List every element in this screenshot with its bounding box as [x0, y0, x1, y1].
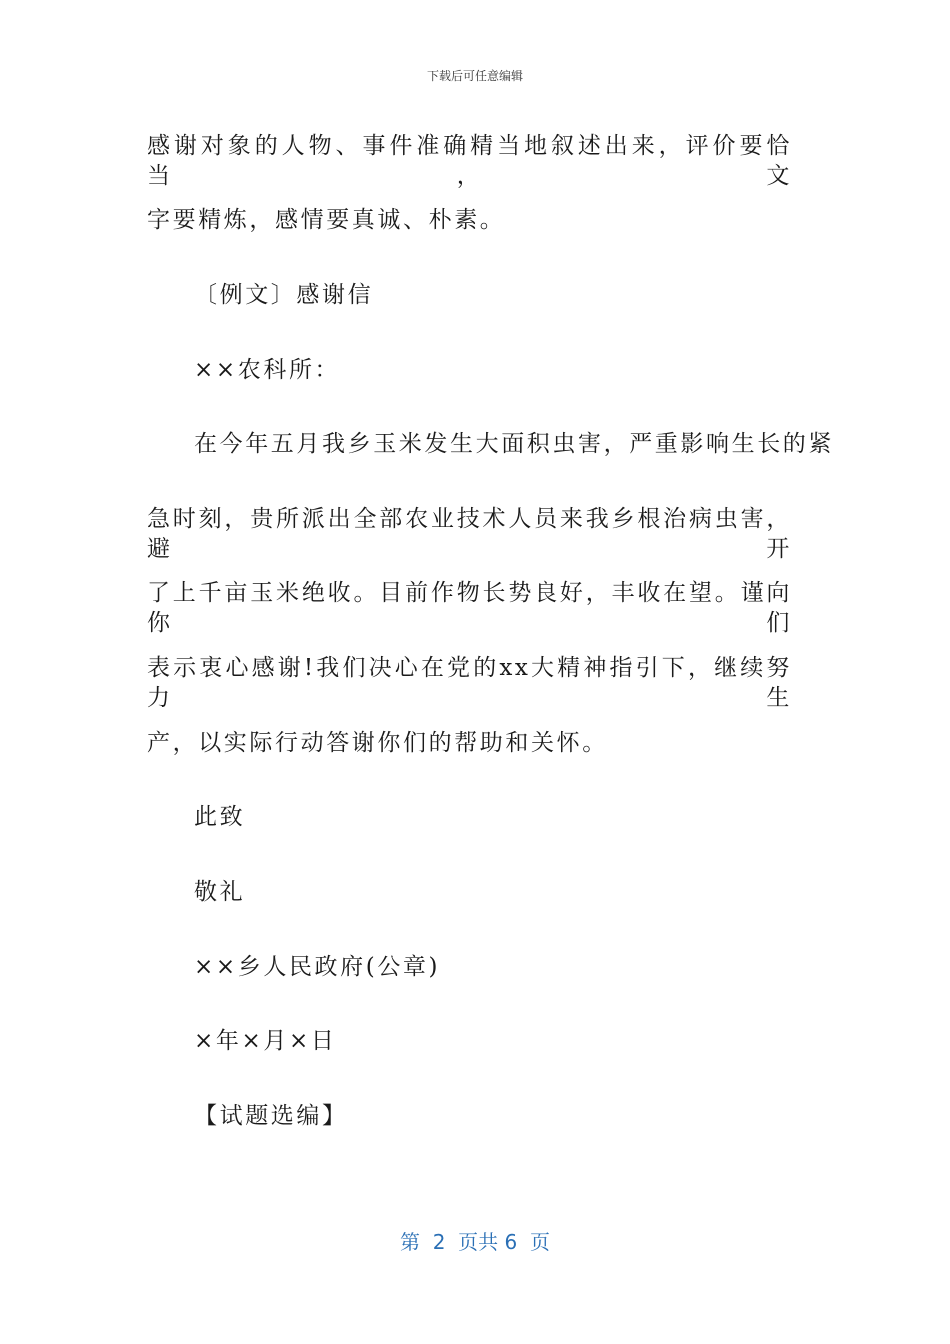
- body-line-2: 字要精炼，感情要真诚、朴素。: [147, 207, 506, 233]
- letter-signature: ××乡人民政府(公章): [194, 954, 441, 980]
- letter-date: ×年×月×日: [194, 1028, 337, 1054]
- section-heading: 【试题选编】: [194, 1103, 348, 1129]
- letter-paragraph-line-1: 在今年五月我乡玉米发生大面积虫害，严重影响生长的紧: [194, 431, 834, 457]
- page-number-footer: 第 2 页共 6 页: [400, 1230, 550, 1254]
- body-line-1: 感谢对象的人物、事件准确精当地叙述出来，评价要恰当，文: [147, 133, 792, 189]
- letter-closing: 此致: [194, 804, 246, 830]
- header-note: 下载后可任意编辑: [426, 69, 523, 83]
- letter-paragraph-line-3: 了上千亩玉米绝收。目前作物长势良好，丰收在望。谨向你们: [147, 580, 792, 636]
- letter-heading: 〔例文〕感谢信: [194, 282, 374, 308]
- letter-regards: 敬礼: [194, 879, 246, 905]
- letter-paragraph-line-4: 表示衷心感谢!我们决心在党的xx大精神指引下，继续努力生: [147, 655, 792, 711]
- letter-paragraph-line-5: 产，以实际行动答谢你们的帮助和关怀。: [147, 730, 608, 756]
- letter-salutation: ××农科所：: [194, 357, 341, 383]
- letter-paragraph-line-2: 急时刻，贵所派出全部农业技术人员来我乡根治病虫害，避开: [147, 506, 792, 562]
